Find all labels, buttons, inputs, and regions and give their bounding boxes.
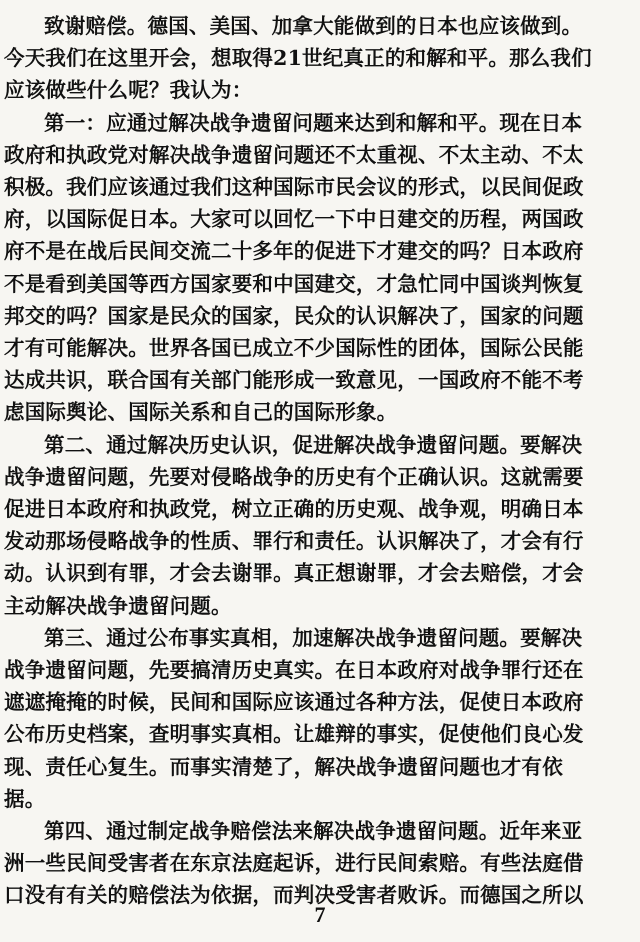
text-line: 据。 xyxy=(4,786,46,811)
text-line: 动。认识到有罪，才会去谢罪。真正想谢罪，才会去赔偿，才会 xyxy=(4,561,584,586)
text-line: 不是看到美国等西方国家要和中国建交，才急忙同中国谈判恢复 xyxy=(4,271,584,296)
text-line: 府，以国际促日本。大家可以回忆一下中日建交的历程，两国政 xyxy=(4,207,584,232)
text-line: 应该做些什么呢？我认为： xyxy=(4,78,253,103)
text-line: 第二、通过解决历史认识，促进解决战争遗留问题。要解决 xyxy=(44,432,583,457)
text-line: 第一：应通过解决战争遗留问题来达到和解和平。现在日本 xyxy=(44,110,583,135)
text-line: 达成共识，联合国有关部门能形成一致意见，一国政府不能不考 xyxy=(4,368,584,393)
page-number: 7 xyxy=(314,902,326,927)
text-line: 公布历史档案，查明事实真相。让雄辩的事实，促使他们良心发 xyxy=(4,722,584,747)
paragraph-point-one xyxy=(4,107,634,429)
text-line: 第四、通过制定战争赔偿法来解决战争遗留问题。近年来亚 xyxy=(44,819,583,844)
text-line: 致谢赔偿。德国、美国、加拿大能做到的日本也应该做到。 xyxy=(44,14,583,38)
text-line: 促进日本政府和执政党，树立正确的历史观、战争观，明确日本 xyxy=(4,497,584,522)
text-line: 才有可能解决。世界各国已成立不少国际性的团体，国际公民能 xyxy=(4,336,584,361)
text-line: 遮遮掩掩的时候，民间和国际应该通过各种方法，促使日本政府 xyxy=(4,690,584,715)
text-line: 发动那场侵略战争的性质、罪行和责任。认识解决了，才会有行 xyxy=(4,529,584,554)
paragraph-point-two xyxy=(4,429,634,622)
text-line: 主动解决战争遗留问题。 xyxy=(4,593,232,618)
text-line: 政府和执政党对解决战争遗留问题还不太重视、不太主动、不太 xyxy=(4,142,584,167)
text-line: 现、责任心复生。而事实清楚了，解决战争遗留问题也才有依 xyxy=(4,754,563,779)
text-line: 今天我们在这里开会，想取得21世纪真正的和解和平。那么我们 xyxy=(4,46,592,71)
text-line: 口没有有关的赔偿法为依据，而判决受害者败诉。而德国之所以 xyxy=(4,883,584,908)
text-line: 第三、通过公布事实真相，加速解决战争遗留问题。要解决 xyxy=(44,625,583,650)
text-line: 邦交的吗？国家是民众的国家，民众的认识解决了，国家的问题 xyxy=(4,303,584,328)
text-line: 积极。我们应该通过我们这种国际市民会议的形式，以民间促政 xyxy=(4,175,584,200)
text-line: 虑国际舆论、国际关系和自己的国际形象。 xyxy=(4,400,398,425)
body-text xyxy=(4,10,634,912)
text-line: 洲一些民间受害者在东京法庭起诉，进行民间索赔。有些法庭借 xyxy=(4,851,584,876)
text-line: 府不是在战后民间交流二十多年的促进下才建交的吗？日本政府 xyxy=(4,239,584,264)
text-line: 战争遗留问题，先要对侵略战争的历史有个正确认识。这就需要 xyxy=(4,464,584,489)
paragraph-point-three xyxy=(4,622,634,815)
text-line: 战争遗留问题，先要搞清历史真实。在日本政府对战争罪行还在 xyxy=(4,658,584,683)
paragraph-point-four xyxy=(4,815,634,912)
paragraph-intro xyxy=(4,10,634,107)
